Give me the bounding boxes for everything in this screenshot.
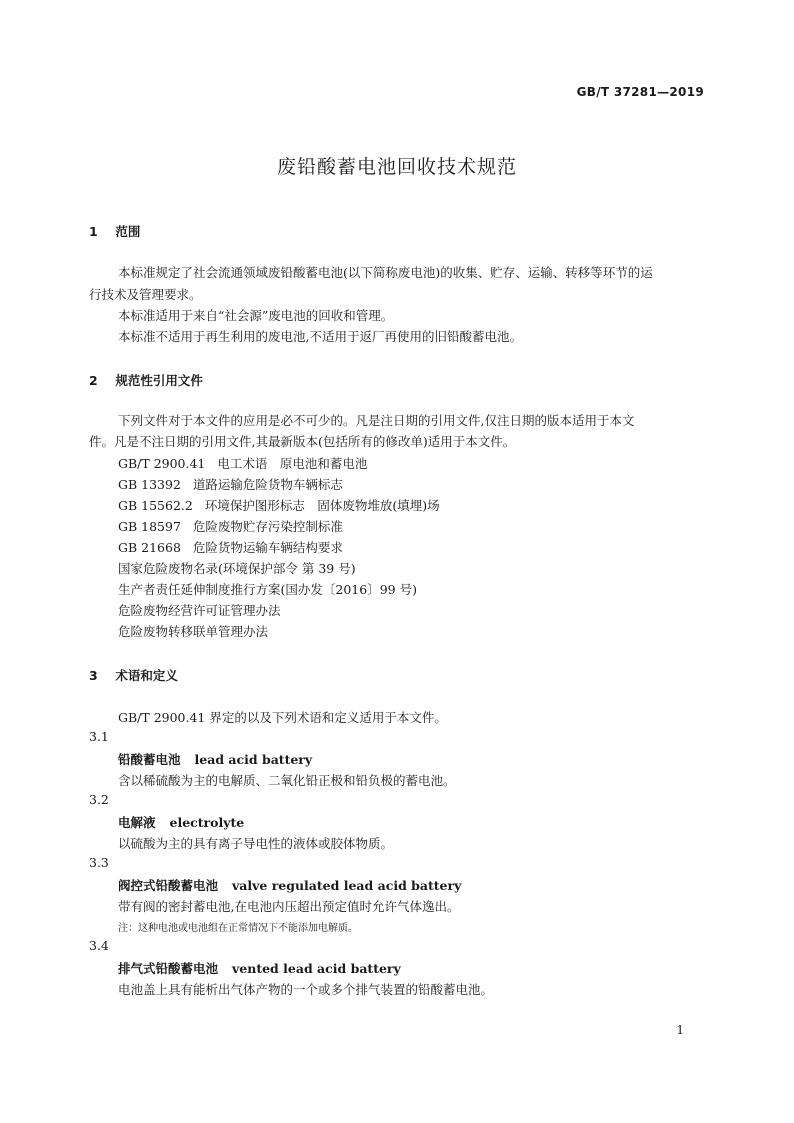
term-definition: 含以稀硫酸为主的电解质、二氧化铅正极和铅负极的蓄电池。 — [118, 773, 456, 788]
section-number: 2 — [89, 373, 98, 388]
paragraph: 行技术及管理要求。 — [89, 287, 202, 302]
term-number: 3.3 — [89, 855, 109, 870]
term-zh: 阀控式铅酸蓄电池 — [118, 878, 219, 893]
reference-title: 危险货物运输车辆结构要求 — [192, 540, 343, 555]
section-title: 术语和定义 — [115, 668, 178, 683]
reference-item: 危险废物经营许可证管理办法 — [118, 603, 281, 618]
paragraph: 本标准规定了社会流通领域废铅酸蓄电池(以下简称废电池)的收集、贮存、运输、转移等环节的运 — [118, 265, 653, 280]
term-heading — [118, 813, 244, 831]
term-definition: 带有阀的密封蓄电池,在电池内压超出预定值时允许气体逸出。 — [118, 899, 460, 914]
document-title: 废铅酸蓄电池回收技术规范 — [276, 156, 517, 178]
term-number: 3.2 — [89, 792, 109, 807]
term-zh: 铅酸蓄电池 — [118, 752, 181, 767]
section-number: 3 — [89, 668, 98, 683]
reference-item — [118, 496, 440, 514]
reference-item — [118, 454, 367, 472]
reference-item: 危险废物转移联单管理办法 — [118, 624, 269, 639]
term-heading — [118, 959, 401, 977]
term-heading — [118, 876, 461, 894]
section-title: 范围 — [115, 224, 141, 239]
paragraph: GB/T 2900.41 界定的以及下列术语和定义适用于本文件。 — [118, 710, 447, 725]
term-en: electrolyte — [169, 815, 245, 830]
reference-code: GB/T 2900.41 — [118, 456, 206, 471]
reference-item — [118, 517, 343, 535]
reference-item: 国家危险废物名录(环境保护部令 第 39 号) — [118, 561, 356, 576]
term-en: lead acid battery — [194, 752, 313, 767]
reference-title: 电工术语 原电池和蓄电池 — [217, 456, 368, 471]
reference-code: GB 15562.2 — [118, 498, 193, 513]
term-note: 注：这种电池或电池组在正常情况下不能添加电解质。 — [118, 923, 358, 934]
term-definition: 电池盖上具有能析出气体产物的一个或多个排气装置的铅酸蓄电池。 — [118, 982, 494, 997]
section-title: 规范性引用文件 — [115, 373, 203, 388]
reference-title: 道路运输危险货物车辆标志 — [192, 477, 343, 492]
term-en: vented lead acid battery — [232, 961, 401, 976]
term-number: 3.1 — [89, 729, 109, 744]
term-heading — [118, 750, 312, 768]
term-definition: 以硫酸为主的具有离子导电性的液体或胶体物质。 — [118, 836, 394, 851]
term-zh: 排气式铅酸蓄电池 — [118, 961, 219, 976]
standard-code: GB/T 37281—2019 — [576, 85, 704, 99]
reference-title: 环境保护图形标志 固体废物堆放(填埋)场 — [204, 498, 440, 513]
reference-code: GB 18597 — [118, 519, 181, 534]
reference-code: GB 13392 — [118, 477, 181, 492]
term-zh: 电解液 — [118, 815, 156, 830]
section-1-heading — [89, 222, 140, 240]
term-number: 3.4 — [89, 938, 109, 953]
section-3-heading — [89, 666, 178, 684]
section-2-heading — [89, 371, 203, 389]
reference-item — [118, 475, 343, 493]
reference-item: 生产者责任延伸制度推行方案(国办发〔2016〕99 号) — [118, 582, 417, 597]
term-en: valve regulated lead acid battery — [232, 878, 462, 893]
paragraph: 件。凡是不注日期的引用文件,其最新版本(包括所有的修改单)适用于本文件。 — [89, 434, 516, 449]
reference-item — [118, 538, 343, 556]
paragraph: 本标准不适用于再生利用的废电池,不适用于返厂再使用的旧铅酸蓄电池。 — [118, 329, 522, 344]
reference-title: 危险废物贮存污染控制标准 — [192, 519, 343, 534]
paragraph: 下列文件对于本文件的应用是必不可少的。凡是注日期的引用文件,仅注日期的版本适用于本文 — [118, 413, 635, 428]
reference-code: GB 21668 — [118, 540, 181, 555]
section-number: 1 — [89, 224, 98, 239]
page-number: 1 — [676, 1023, 684, 1037]
paragraph: 本标准适用于来自“社会源”废电池的回收和管理。 — [118, 308, 394, 323]
